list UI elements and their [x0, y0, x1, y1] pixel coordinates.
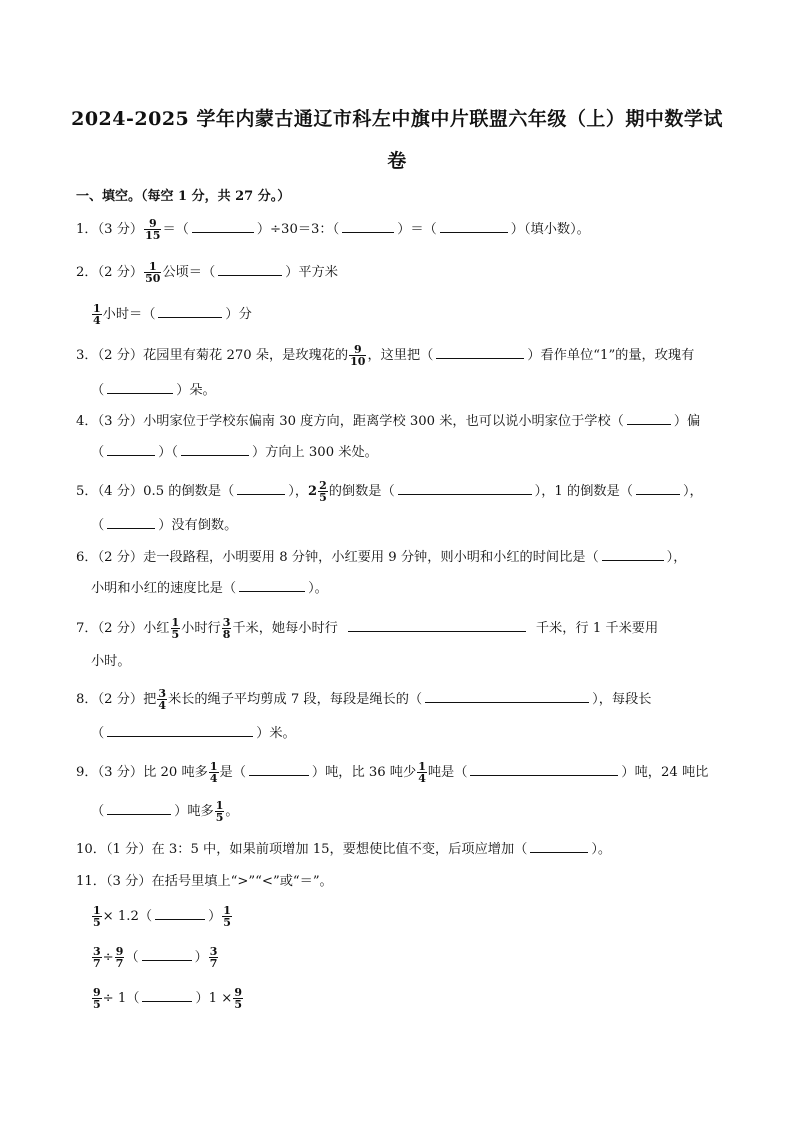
answer-blank[interactable] [348, 619, 526, 632]
question-11-item-1: $\frac{1}{5}$ × 1.2（ ） $\frac{1}{5}$ [93, 904, 231, 929]
answer-blank[interactable] [155, 907, 205, 920]
fraction: $\frac{9}{15}$ [145, 217, 161, 242]
answer-blank[interactable] [218, 263, 282, 276]
question-7: 7．（2 分）小红 $\frac{1}{5}$ 小时行 $\frac{3}{8}$ 千米，她每小时行 千米，行 1 千米要用 [76, 616, 659, 641]
question-6: 6．（2 分）走一段路程，小明要用 8 分钟，小红要用 9 分钟，则小明和小红的时间比是（ ）， [76, 550, 687, 565]
answer-blank[interactable] [107, 802, 171, 815]
answer-blank[interactable] [142, 948, 192, 961]
fraction: $\frac{1}{4}$ [418, 760, 426, 785]
answer-blank[interactable] [530, 840, 588, 853]
question-5: 5．（4 分）0.5 的倒数是（ ），2 $\frac{2}{5}$ 的倒数是（ ），1 的倒数是（ ）， [76, 479, 703, 504]
answer-blank[interactable] [239, 579, 305, 592]
question-8: 8．（2 分）把 $\frac{3}{4}$ 米长的绳子平均剪成 7 段，每段是绳长的（ ），每段长 [76, 687, 652, 712]
fraction: $\frac{1}{50}$ [145, 260, 161, 285]
fraction: $\frac{1}{5}$ [93, 904, 101, 929]
fraction: $\frac{1}{4}$ [209, 760, 218, 785]
answer-blank[interactable] [158, 305, 222, 318]
answer-blank[interactable] [107, 381, 173, 394]
answer-blank[interactable] [436, 346, 524, 359]
question-2-part-2: $\frac{1}{4}$ 小时＝（ ）分 [93, 302, 252, 327]
fraction: $\frac{1}{4}$ [93, 302, 101, 327]
answer-blank[interactable] [470, 763, 618, 776]
section-heading-fill-blank: 一、填空。（每空 1 分，共 27 分。） [76, 189, 291, 204]
answer-blank[interactable] [342, 220, 394, 233]
question-11-item-3: $\frac{9}{5}$ ÷ 1（ ）1 × $\frac{9}{5}$ [93, 986, 242, 1011]
fraction: $\frac{9}{5}$ [234, 986, 242, 1011]
answer-blank[interactable] [181, 443, 249, 456]
question-7-line-2: 小时。 [91, 654, 131, 669]
fraction: $\frac{3}{7}$ [93, 945, 101, 970]
question-11: 11．（3 分）在括号里填上“>”“<”或“＝”。 [76, 874, 333, 889]
fraction: $\frac{1}{5}$ [171, 616, 180, 641]
fraction: $\frac{1}{5}$ [215, 799, 224, 824]
question-6-line-2: 小明和小红的速度比是（ ）。 [91, 581, 328, 596]
answer-blank[interactable] [440, 220, 508, 233]
question-8-line-2: （ ）米。 [91, 726, 296, 741]
question-3-line-2: （ ）朵。 [91, 383, 216, 398]
question-9: 9．（3 分）比 20 吨多 $\frac{1}{4}$ 是（ ）吨，比 36 吨少 $\frac{1}{4}$ 吨是（ ）吨，24 吨比 [76, 760, 709, 785]
fraction: $\frac{2}{5}$ [319, 479, 327, 504]
exam-title: 2024-2025 学年内蒙古通辽市科左中旗中片联盟六年级（上）期中数学试 [71, 108, 723, 130]
question-2: 2．（2 分） $\frac{1}{50}$ 公顷＝（ ）平方米 [76, 260, 338, 285]
question-5-line-2: （ ）没有倒数。 [91, 518, 238, 533]
answer-blank[interactable] [237, 482, 285, 495]
fraction: $\frac{1}{5}$ [223, 904, 231, 929]
question-10: 10．（1 分）在 3：5 中，如果前项增加 15，要想使比值不变，后项应增加（ ）。 [76, 842, 612, 857]
answer-blank[interactable] [249, 763, 309, 776]
answer-blank[interactable] [636, 482, 680, 495]
fraction: $\frac{9}{7}$ [115, 945, 124, 970]
exam-title-cont: 卷 [387, 150, 407, 172]
question-1: 1．（3 分） $\frac{9}{15}$ ＝（ ）÷30＝3：（ ）＝（ ）（填小数）。 [76, 217, 590, 242]
answer-blank[interactable] [602, 548, 664, 561]
question-4-line-2: （ ）（ ）方向上 300 米处。 [91, 445, 378, 460]
question-4: 4．（3 分）小明家位于学校东偏南 30 度方向，距离学校 300 米，也可以说小明家位于学校（ ）偏 [76, 414, 701, 429]
answer-blank[interactable] [398, 482, 532, 495]
answer-blank[interactable] [192, 220, 254, 233]
fraction: $\frac{3}{4}$ [158, 687, 166, 712]
answer-blank[interactable] [627, 412, 671, 425]
answer-blank[interactable] [142, 989, 192, 1002]
question-11-item-2: $\frac{3}{7}$ ÷ $\frac{9}{7}$ （ ） $\frac{3}{7}$ [93, 945, 218, 970]
question-9-line-2: （ ）吨多 $\frac{1}{5}$ 。 [91, 799, 239, 824]
answer-blank[interactable] [107, 724, 253, 737]
answer-blank[interactable] [107, 516, 155, 529]
answer-blank[interactable] [107, 443, 155, 456]
fraction: $\frac{3}{7}$ [209, 945, 218, 970]
fraction: $\frac{9}{10}$ [350, 343, 366, 368]
fraction: $\frac{9}{5}$ [93, 986, 101, 1011]
answer-blank[interactable] [425, 690, 589, 703]
fraction: $\frac{3}{8}$ [222, 616, 231, 641]
question-3: 3．（2 分）花园里有菊花 270 朵，是玫瑰花的 $\frac{9}{10}$ ，这里把（ ）看作单位“1”的量，玫瑰有 [76, 343, 695, 368]
